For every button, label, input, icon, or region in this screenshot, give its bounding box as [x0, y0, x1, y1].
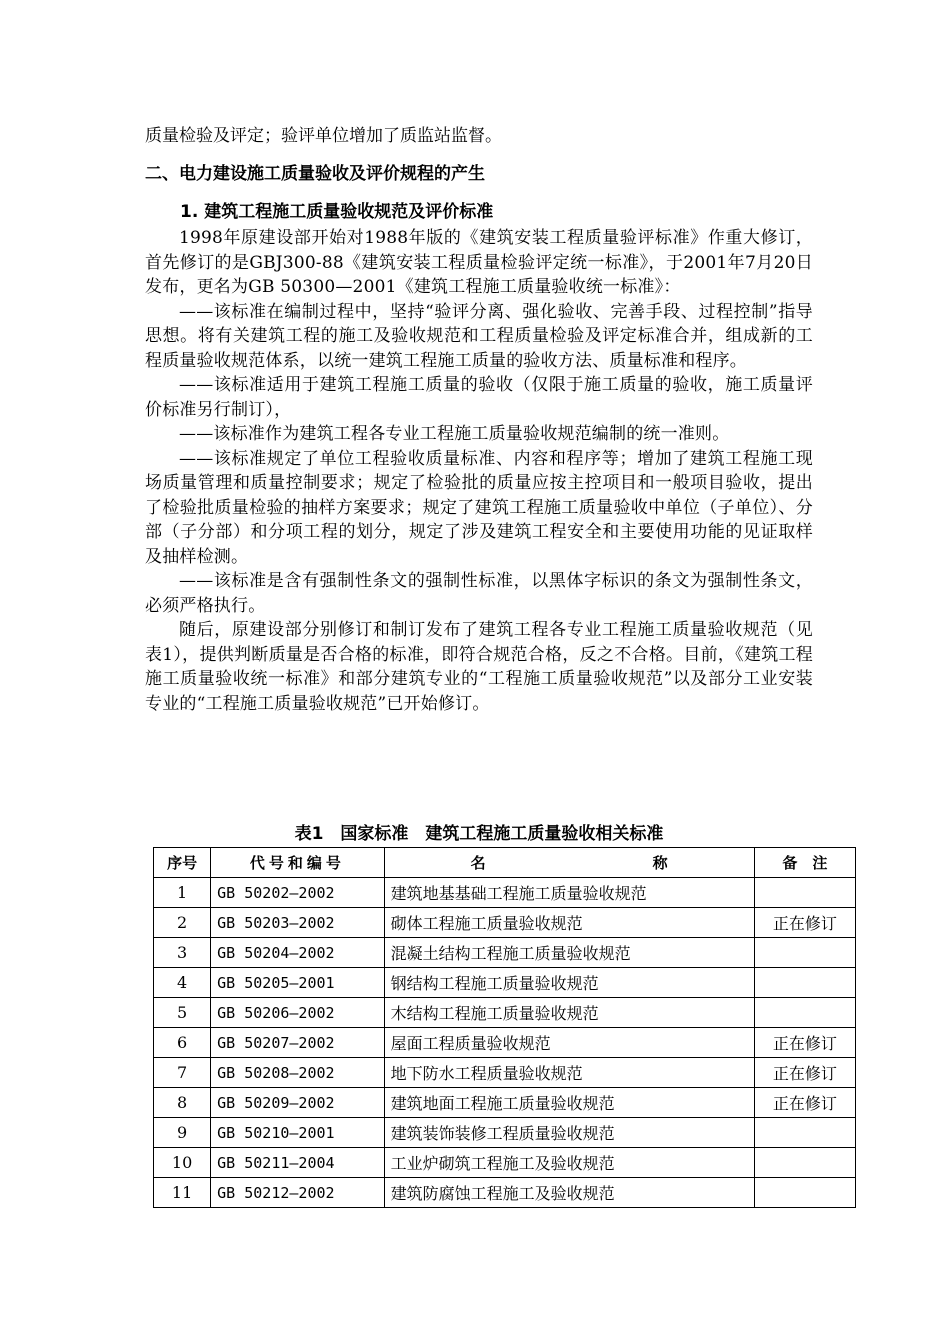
row-name: 混凝土结构工程施工质量验收规范: [384, 938, 754, 968]
row-name: 地下防水工程质量验收规范: [384, 1058, 754, 1088]
row-no: 8: [154, 1088, 211, 1118]
header-note: 备 注: [754, 848, 855, 878]
subsection-heading: 1. 建筑工程施工质量验收规范及评价标准: [180, 202, 494, 222]
row-note: [754, 968, 855, 998]
row-no: 6: [154, 1028, 211, 1058]
row-note: 正在修订: [754, 908, 855, 938]
row-note: 正在修订: [754, 1088, 855, 1118]
row-name: 建筑装饰装修工程质量验收规范: [384, 1118, 754, 1148]
header-no: 序号: [154, 848, 211, 878]
row-no: 10: [154, 1148, 211, 1178]
table-title: 表1 国家标准 建筑工程施工质量验收相关标准: [294, 824, 664, 844]
row-name: 建筑地面工程施工质量验收规范: [384, 1088, 754, 1118]
table-header-row: [154, 848, 856, 878]
row-code: GB 50211—2004: [211, 1148, 384, 1178]
row-name: 钢结构工程施工质量验收规范: [384, 968, 754, 998]
row-name: 木结构工程施工质量验收规范: [384, 998, 754, 1028]
paragraph: 1998年原建设部开始对1988年版的《建筑安装工程质量验评标准》作重大修订，首先修订的是GBJ300-88《建筑安装工程质量检验评定统一标准》，于2001年7月20日发布，更名为GB 50300—2001《建筑工程施工质量验收统一标准》：: [145, 228, 813, 297]
row-no: 9: [154, 1118, 211, 1148]
table-row: [154, 1118, 856, 1148]
table-body: [154, 878, 856, 1208]
row-note: [754, 1148, 855, 1178]
row-code: GB 50208—2002: [211, 1058, 384, 1088]
row-code: GB 50210—2001: [211, 1118, 384, 1148]
row-name: 工业炉砌筑工程施工及验收规范: [384, 1148, 754, 1178]
row-note: 正在修订: [754, 1028, 855, 1058]
row-name: 建筑防腐蚀工程施工及验收规范: [384, 1178, 754, 1208]
row-note: 正在修订: [754, 1058, 855, 1088]
row-code: GB 50204—2002: [211, 938, 384, 968]
paragraph: ——该标准作为建筑工程各专业工程施工质量验收规范编制的统一准则。: [179, 424, 730, 444]
paragraph: ——该标准是含有强制性条文的强制性标准，以黑体字标识的条文为强制性条文，必须严格执行。: [145, 571, 813, 616]
row-code: GB 50205—2001: [211, 968, 384, 998]
row-note: [754, 938, 855, 968]
table-row: [154, 908, 856, 938]
row-no: 2: [154, 908, 211, 938]
row-no: 5: [154, 998, 211, 1028]
paragraph: ——该标准规定了单位工程验收质量标准、内容和程序等；增加了建筑工程施工现场质量管理和质量控制要求；规定了检验批的质量应按主控项目和一般项目验收，提出了检验批质量检验的抽样方案要求；规定了建筑工程施工质量验收中单位（子单位）、分部（子分部）和分项工程的划分，规定了涉及建筑工程安全和主要使用功能的见证取样及抽样检测。: [145, 448, 813, 567]
row-no: 3: [154, 938, 211, 968]
paragraph: ——该标准在编制过程中，坚持“验评分离、强化验收、完善手段、过程控制”指导思想。将有关建筑工程的施工及验收规范和工程质量检验及评定标准合并，组成新的工程质量验收规范体系，以统一建筑工程施工质量的验收方法、质量标准和程序。: [145, 301, 813, 371]
table-row: [154, 998, 856, 1028]
row-code: GB 50209—2002: [211, 1088, 384, 1118]
row-code: GB 50207—2002: [211, 1028, 384, 1058]
row-name: 建筑地基基础工程施工质量验收规范: [384, 878, 754, 908]
paragraph: 随后，原建设部分别修订和制订发布了建筑工程各专业工程施工质量验收规范（见表1），提供判断质量是否合格的标准，即符合规范合格，反之不合格。目前，《建筑工程施工质量验收统一标准》和部分建筑专业的“工程施工质量验收规范”以及部分工业安装专业的“工程施工质量验收规范”已开始修订。: [145, 620, 813, 714]
row-no: 4: [154, 968, 211, 998]
row-name: 砌体工程施工质量验收规范: [384, 908, 754, 938]
table-row: [154, 938, 856, 968]
row-note: [754, 878, 855, 908]
table-row: [154, 1178, 856, 1208]
section-heading: 二、电力建设施工质量验收及评价规程的产生: [145, 164, 485, 184]
table-row: [154, 1088, 856, 1118]
row-no: 1: [154, 878, 211, 908]
header-name-right: 称: [652, 854, 668, 872]
row-code: GB 50202—2002: [211, 878, 384, 908]
row-note: [754, 998, 855, 1028]
table-row: [154, 1028, 856, 1058]
header-name: [384, 848, 754, 878]
row-code: GB 50206—2002: [211, 998, 384, 1028]
body-text: [145, 226, 813, 716]
table-row: [154, 1058, 856, 1088]
standards-table: [153, 847, 856, 1208]
table-row: [154, 968, 856, 998]
intro-line: 质量检验及评定；验评单位增加了质监站监督。: [145, 126, 502, 146]
row-note: [754, 1178, 855, 1208]
paragraph: ——该标准适用于建筑工程施工质量的验收（仅限于施工质量的验收，施工质量评价标准另行制订），: [145, 375, 813, 420]
header-code: 代号和编号: [211, 848, 384, 878]
row-name: 屋面工程质量验收规范: [384, 1028, 754, 1058]
row-no: 11: [154, 1178, 211, 1208]
row-code: GB 50203—2002: [211, 908, 384, 938]
row-no: 7: [154, 1058, 211, 1088]
table-row: [154, 878, 856, 908]
table-row: [154, 1148, 856, 1178]
row-note: [754, 1118, 855, 1148]
row-code: GB 50212—2002: [211, 1178, 384, 1208]
header-name-left: 名: [470, 854, 486, 872]
